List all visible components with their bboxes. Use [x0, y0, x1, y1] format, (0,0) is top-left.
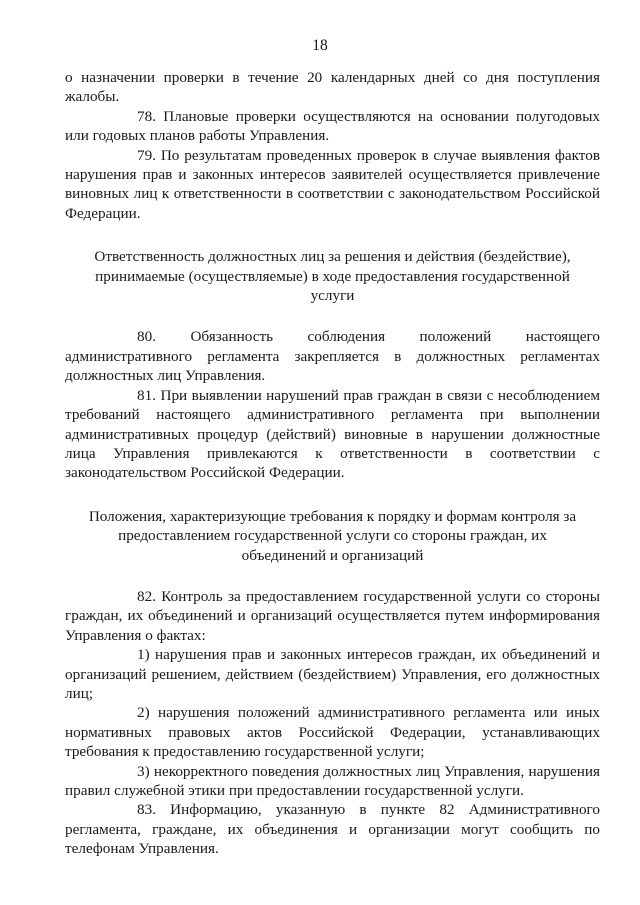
paragraph-82: 82. Контроль за предоставлением государственной услуги со стороны граждан, их объединений и организаций осуществляется путем информирования Управления о фактах: [65, 587, 600, 644]
section-heading-citizen-control: Положения, характеризующие требования к порядку и формам контроля за предоставлением государственной услуги со стороны граждан, их объединений и организаций [88, 507, 577, 564]
section-heading-responsibility: Ответственность должностных лиц за решения и действия (бездействие), принимаемые (осуществляемые) в ходе предоставления государственной услуги [94, 248, 571, 305]
paragraph-83: 83. Информацию, указанную в пункте 82 Административного регламента, граждане, их объединения и организации могут сообщить по телефонам Управления. [65, 801, 600, 858]
page-number: 18 [312, 37, 328, 54]
paragraph-78: 78. Плановые проверки осуществляются на основании полугодовых или годовых планов работы Управления. [65, 107, 600, 145]
list-item-82-1: 1) нарушения прав и законных интересов граждан, их объединений и организаций решением, действием (бездействием) Управления, его должностных лиц; [65, 646, 600, 702]
document-body [65, 68, 600, 859]
list-item-82-2: 2) нарушения положений административного регламента или иных нормативных правовых актов Российской Федерации, устанавливающих требования к предоставлению государственной услуги; [65, 704, 600, 761]
paragraph-81: 81. При выявлении нарушений прав граждан в связи с несоблюдением требований настоящего административного регламента при выполнении административных процедур (действий) виновные в нарушении должностные лица Управления привлекаются к ответственности в соответствии с законодательством Российской Федерации. [65, 386, 600, 482]
paragraph-80: 80. Обязанность соблюдения положений настоящего административного регламента закрепляется в должностных регламентах должностных лиц Управления. [65, 328, 600, 385]
list-item-82-3: 3) некорректного поведения должностных лиц Управления, нарушения правил служебной этики при предоставлении государственной услуги. [65, 762, 600, 799]
paragraph-continuation: о назначении проверки в течение 20 календарных дней со дня поступления жалобы. [65, 69, 600, 106]
paragraph-79: 79. По результатам проведенных проверок в случае выявления фактов нарушения прав и законных интересов заявителей осуществляется привлечение виновных лиц к ответственности в соответствии с законодательством Российской Федерации. [65, 146, 600, 222]
